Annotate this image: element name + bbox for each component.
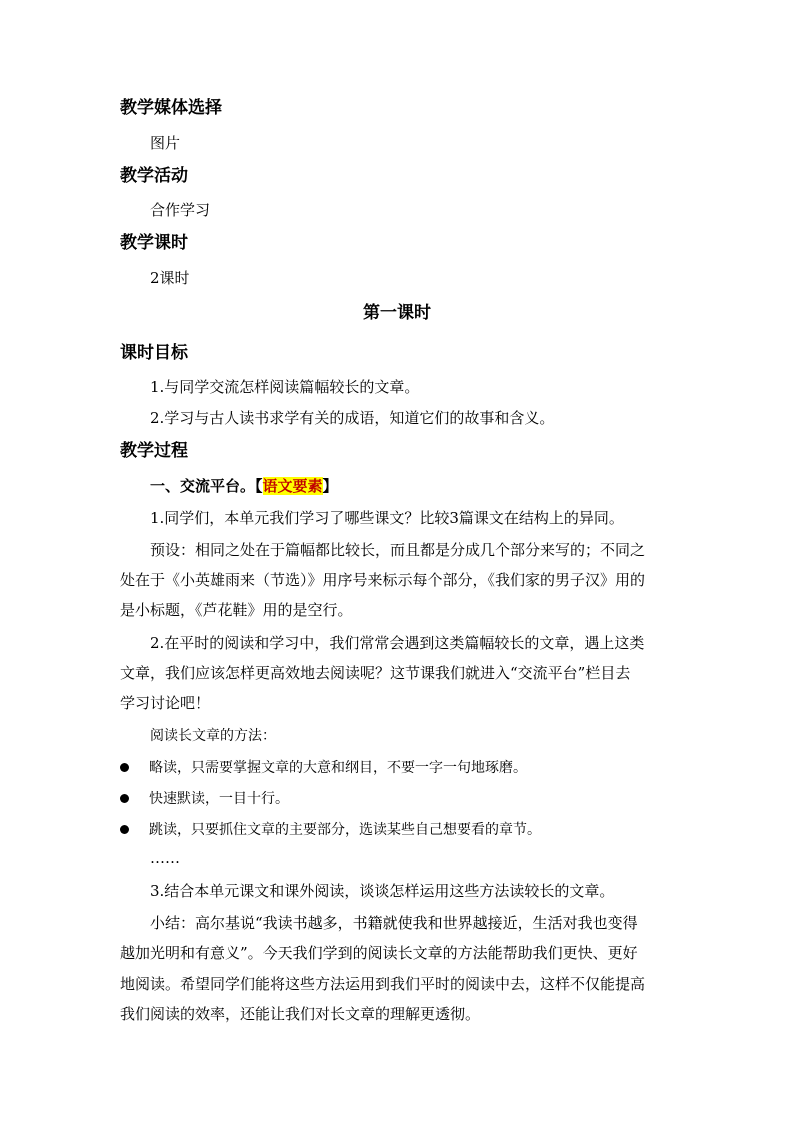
method-text: 略读，只需要掌握文章的大意和纲目，不要一字一句地琢磨。	[149, 760, 527, 776]
method-item	[120, 758, 527, 778]
hours-heading: 教学课时	[120, 233, 188, 253]
activity-value: 合作学习	[150, 201, 211, 219]
bullet-icon	[120, 763, 129, 772]
ellipsis: ……	[150, 849, 180, 867]
media-value: 图片	[150, 134, 181, 152]
summary-line: 地阅读。希望同学们能将这些方法运用到我们平时的阅读中去，这样不仅能提高	[120, 975, 646, 993]
step1-prefix: 一、交流平台。【	[150, 477, 263, 495]
method-item	[120, 789, 289, 809]
summary-line: 小结：高尔基说“我读书越多，书籍就使我和世界越接近，生活对我也变得	[150, 914, 638, 932]
methods-heading: 阅读长文章的方法：	[150, 728, 276, 744]
paragraph-3-line: 2.在平时的阅读和学习中，我们常常会遇到这类篇幅较长的文章，遇上这类	[150, 634, 645, 652]
media-heading: 教学媒体选择	[120, 98, 222, 118]
step1-line	[150, 476, 338, 496]
paragraph-2-line: 预设：相同之处在于篇幅都比较长，而且都是分成几个部分来写的；不同之	[150, 541, 646, 559]
method-text: 跳读，只要抓住文章的主要部分，选读某些自己想要看的章节。	[149, 822, 541, 838]
paragraph-3-line: 学习讨论吧！	[120, 694, 211, 712]
hours-value: 2课时	[150, 269, 190, 287]
bullet-icon	[120, 825, 129, 834]
paragraph-1: 1.同学们，本单元我们学习了哪些课文？比较3篇课文在结构上的异同。	[150, 509, 624, 527]
method-text: 快速默读，一目十行。	[149, 791, 289, 807]
paragraph-2-line: 处在于《小英雄雨来（节选）》用序号来标示每个部分，《我们家的男子汉》用的	[120, 571, 646, 589]
step1-suffix: 】	[322, 477, 338, 495]
goal-item: 2.学习与古人读书求学有关的成语，知道它们的故事和含义。	[150, 409, 555, 427]
bullet-icon	[120, 794, 129, 803]
summary-line: 我们阅读的效率，还能让我们对长文章的理解更透彻。	[120, 1005, 481, 1023]
paragraph-2-line: 是小标题，《芦花鞋》用的是空行。	[120, 601, 353, 619]
paragraph-4: 3.结合本单元课文和课外阅读，谈谈怎样运用这些方法读较长的文章。	[150, 882, 615, 900]
paragraph-3-line: 文章，我们应该怎样更高效地去阅读呢？这节课我们就进入“交流平台”栏目去	[120, 664, 631, 682]
process-heading: 教学过程	[120, 441, 188, 461]
goals-heading: 课时目标	[120, 343, 188, 363]
step1-tag: 语文要素	[262, 477, 323, 495]
lesson-title: 第一课时	[363, 303, 431, 323]
method-item	[120, 820, 541, 840]
goal-item: 1.与同学交流怎样阅读篇幅较长的文章。	[150, 378, 420, 396]
summary-line: 越加光明和有意义”。今天我们学到的阅读长文章的方法能帮助我们更快、更好	[120, 944, 638, 962]
activity-heading: 教学活动	[120, 166, 188, 186]
